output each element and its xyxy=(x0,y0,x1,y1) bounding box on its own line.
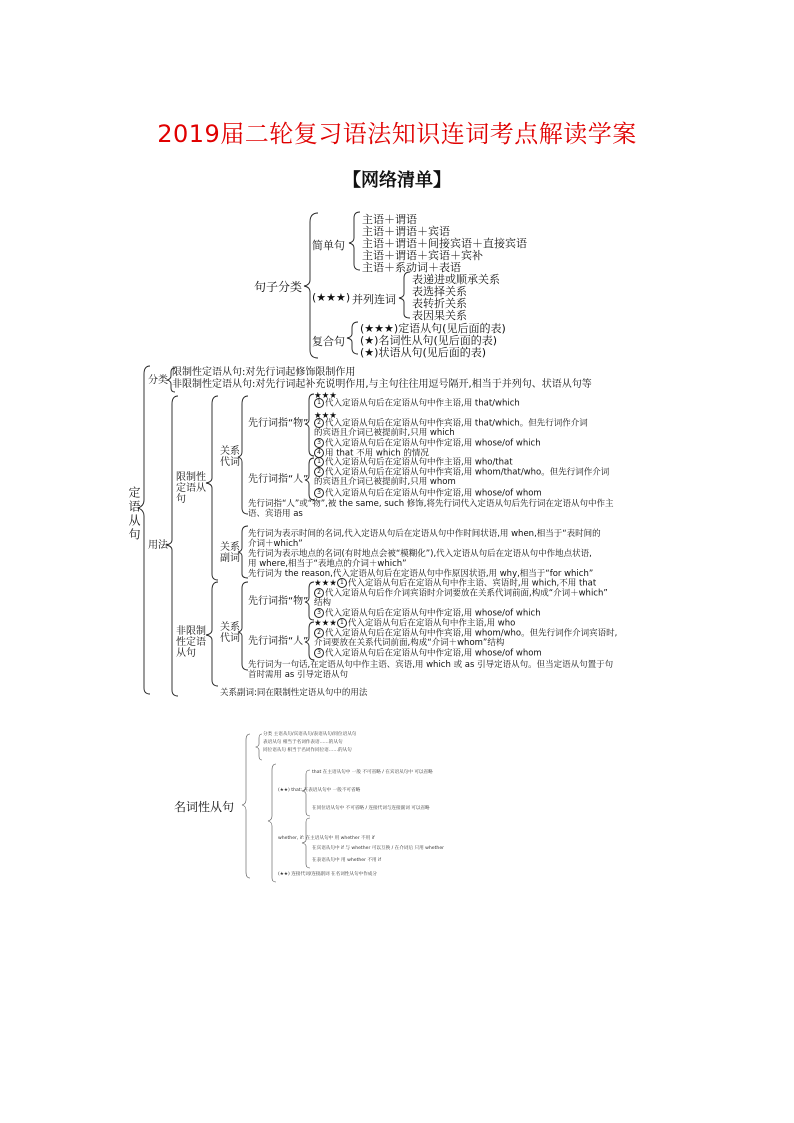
restrictive-definition: 限制性定语从句:对先行词起修饰限制作用 xyxy=(172,367,356,378)
rule-line: ★★★ 1 代入定语从句后在定语从句中作主语,用 who xyxy=(314,618,516,629)
rule-line: 2 代入定语从句后在定语从句中作宾语,用 whom/that/who。但先行词作介词 xyxy=(314,467,609,478)
rule-line: 2 代入定语从句后在定语从句中作宾语,用 that/which。但先行词作介词 xyxy=(314,418,588,429)
simple-sentence-label: 简单句 xyxy=(312,239,345,252)
compound-stars: (★★★) xyxy=(312,291,351,304)
noun-clause-line: (★★) that: 在表语从句中 一般不可省略 xyxy=(278,788,361,793)
rule-line: 先行词指“人”或“物”,被 the same, such 修饰,将先行词代入定语从句后先行词在定语从句中作主 xyxy=(248,499,614,509)
complex-sentence-label: 复合句 xyxy=(312,335,345,348)
coordinating-relation: 表递进或顺承关系 xyxy=(412,273,500,286)
sentence-classification-label: 句子分类 xyxy=(254,280,303,294)
relative-pronoun-label: 关系代词 xyxy=(220,622,240,644)
rule-line: 3 代入定语从句后在定语从句中作定语,用 whose/of which xyxy=(314,438,541,449)
noun-clause-line: 表语从句 相当于名词作表语……的从句 xyxy=(263,740,343,745)
rule-line: 的宾语且介词已被提前时,只用 whom xyxy=(314,477,456,487)
nonrestrictive-definition: 非限制性定语从句:对先行词起补充说明作用,与主句往往用逗号隔开,相当于并列句、状语从句等 xyxy=(172,379,592,390)
star-icon: ★ xyxy=(364,346,375,359)
simple-pattern: 主语＋谓语＋宾语 xyxy=(362,225,450,238)
coordinating-relation: 表转折关系 xyxy=(412,297,467,310)
complex-item: (★)状语从句(见后面的表) xyxy=(360,346,487,359)
noun-clause-line: 在表语从句中 用 whether 不用 if xyxy=(312,858,382,863)
rule-line: 先行词为表示时间的名词,代入定语从句后在定语从句中作时间状语,用 when,相当于“表时间的 xyxy=(248,529,601,539)
noun-clause-line: 在宾语从句中 if 与 whether 可以互换 / 在介词后 只用 whether xyxy=(312,846,445,851)
rule-line: 3 代入定语从句后在定语从句中作定语,用 whose/of whom xyxy=(314,648,542,659)
relative-pronoun-label: 关系代词 xyxy=(220,446,240,468)
noun-clause-line: 分类 主语从句/宾语从句/表语从句/同位语从句 xyxy=(263,732,357,737)
simple-pattern: 主语＋谓语＋宾语＋宾补 xyxy=(362,249,483,262)
noun-clause-line: 同位语从句 相当于名词作同位语……的从句 xyxy=(263,748,352,753)
nonrestrictive-label: 非限制性定语从句 xyxy=(176,626,206,659)
rule-line: 1 代入定语从句后在定语从句中作主语,用 who/that xyxy=(314,457,513,468)
restrictive-label: 限制性定语从句 xyxy=(176,472,206,505)
star-icon: ★ xyxy=(364,334,375,347)
rule-line: 先行词为表示地点的名词(有时地点会被“模糊化”),代入定语从句后在定语从句中作地点状语, xyxy=(248,549,592,559)
rule-line: 用 where,相当于“表地点的介词＋which” xyxy=(248,559,407,569)
star-icon: ★★★ xyxy=(314,618,337,629)
simple-pattern: 主语＋系动词＋表语 xyxy=(362,261,461,274)
antecedent-things-label: 先行词指“物” xyxy=(248,596,309,607)
rule-line: 关系副词:同在限制性定语从句中的用法 xyxy=(220,688,368,698)
star-icon: ★★★ xyxy=(314,578,337,589)
star-icon: ★★★ xyxy=(314,411,337,421)
rule-line: 先行词为一句话,在定语从句中作主语、宾语,用 which 或 as 引导定语从句。但当定语从句置于句 xyxy=(248,660,614,670)
rule-line: 3 代入定语从句后在定语从句中作定语,用 whose/of whom xyxy=(314,488,542,499)
rule-line: 3 代入定语从句后在定语从句中作定语,用 whose/of which xyxy=(314,608,541,619)
rule-line: 4 用 that 不用 which 的情况 xyxy=(314,448,429,459)
star-icon: ★★★ xyxy=(314,391,337,401)
page-title: 2019届二轮复习语法知识连词考点解读学案 xyxy=(157,120,637,148)
complex-item: (★★★)定语从句(见后面的表) xyxy=(360,322,506,335)
rule-line: 首时需用 as 引导定语从句 xyxy=(248,670,349,680)
rule-line: 先行词为 the reason,代入定语从句后在定语从句中作原因状语,用 why,相当于“for which” xyxy=(248,569,594,579)
rule-line: 2 代入定语从句后作介词宾语时介词要放在关系代词前面,构成“介词＋which” xyxy=(314,588,608,599)
rule-line: 介词＋which” xyxy=(248,539,303,549)
section-heading: 【网络清单】 xyxy=(343,170,451,191)
noun-clause-label: 名词性从句 xyxy=(174,800,235,814)
rule-line: 的宾语且介词已被提前时,只用 which xyxy=(314,428,455,438)
complex-item: (★)名词性从句(见后面的表) xyxy=(360,334,498,347)
simple-pattern: 主语＋谓语 xyxy=(362,213,417,226)
rule-line: ★★★ 1 代入定语从句后在定语从句中作主语、宾语时,用 which,不用 that xyxy=(314,578,597,589)
coordinating-relation: 表因果关系 xyxy=(412,309,467,322)
noun-clause-line: that 在主语从句中 一般 不可省略 / 在宾语从句中 可以省略 xyxy=(312,770,433,775)
rule-line: 结构 xyxy=(314,598,332,608)
attributive-root-label: 定语从句 xyxy=(127,486,141,542)
noun-clause-line: whether, if: 在主语从句中 用 whether 不用 if xyxy=(278,836,375,841)
coordinating-relation: 表选择关系 xyxy=(412,285,467,298)
rule-line: 介词要放在关系代词前面,构成“介词＋whom”结构 xyxy=(314,638,505,648)
relative-adverb-label: 关系副词 xyxy=(220,542,240,564)
rule-line: 1 代入定语从句后在定语从句中作主语,用 that/which xyxy=(314,398,520,409)
antecedent-people-label: 先行词指“人” xyxy=(248,636,309,647)
star-icon: ★★★ xyxy=(364,322,394,335)
noun-clause-line: (★★) 连接代词/连接副词 在名词性从句中作成分 xyxy=(278,872,377,877)
simple-pattern: 主语＋谓语＋间接宾语＋直接宾语 xyxy=(362,237,527,250)
antecedent-things-label: 先行词指“物” xyxy=(248,418,309,429)
category-label: 分类 xyxy=(148,375,168,386)
antecedent-people-label: 先行词指“人” xyxy=(248,474,309,485)
rule-line: 2 代入定语从句后在定语从句中作宾语,用 whom/who。但先行词作介词宾语时, xyxy=(314,628,617,639)
coordinating-conj-label: 并列连词 xyxy=(352,293,396,306)
noun-clause-line: 在同位语从句中 不可省略 / 连接代词与连接副词 可以省略 xyxy=(312,806,430,811)
rule-line: 语、宾语用 as xyxy=(248,509,303,519)
usage-label: 用法 xyxy=(148,540,168,551)
